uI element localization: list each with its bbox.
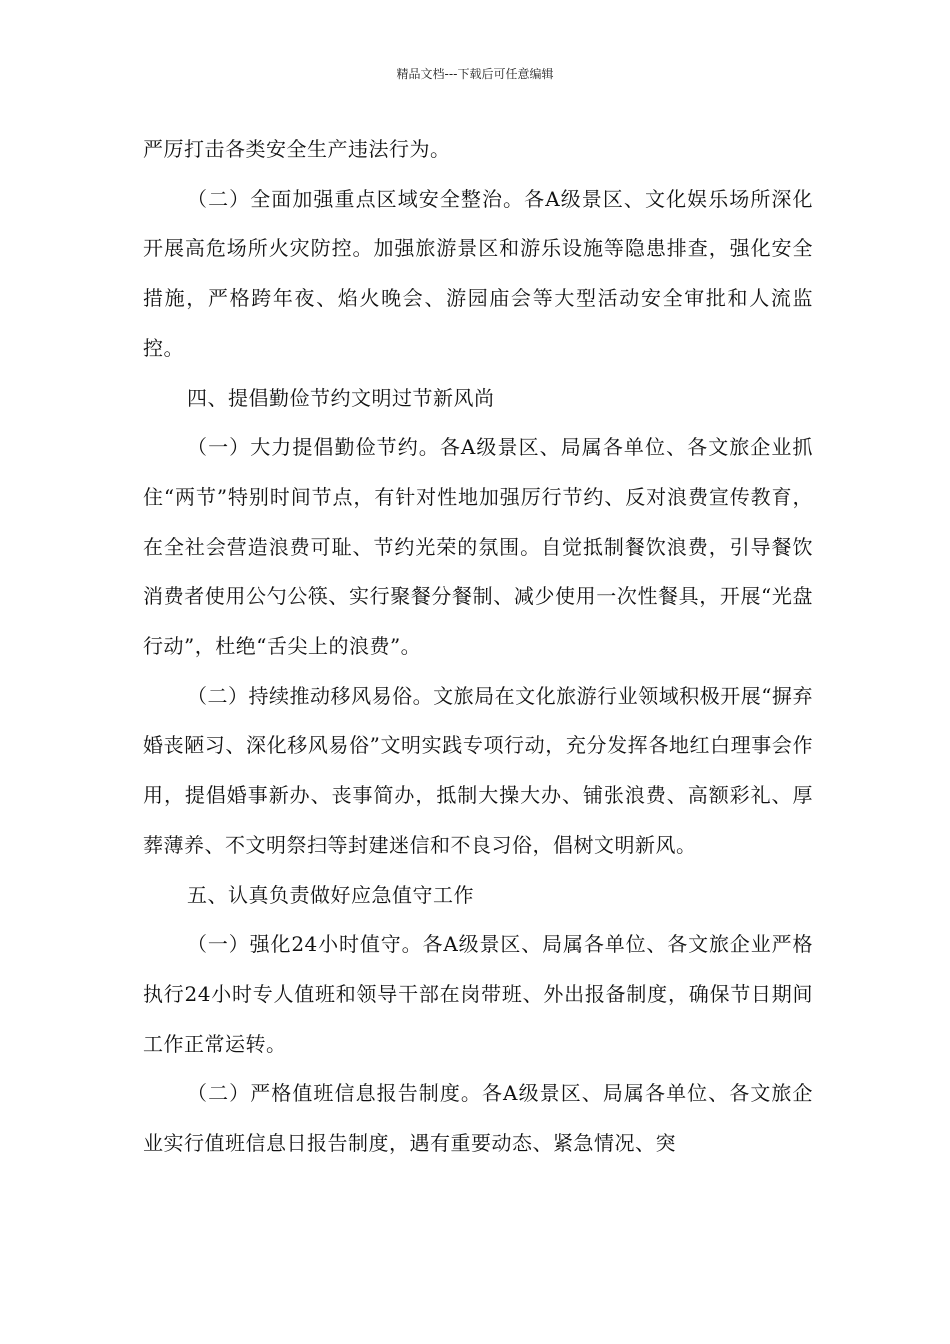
paragraph-duty-reporting: （二）严格值班信息报告制度。各A级景区、局属各单位、各文旅企业实行值班信息日报告制度，遇有重要动态、紧急情况、突 — [143, 1081, 813, 1156]
section-heading-5: 五、认真负责做好应急值守工作 — [187, 882, 474, 907]
paragraph-thrift: （一）大力提倡勤俭节约。各A级景区、局属各单位、各文旅企业抓住“两节”特别时间节点，有针对性地加强厉行节约、反对浪费宣传教育，在全社会营造浪费可耻、节约光荣的氛围。自觉抵制餐饮浪费，引导餐饮消费者使用公勺公筷、实行聚餐分餐制、减少使用一次性餐具，开展“光盘行动”，杜绝“舌尖上的浪费”。 — [143, 435, 813, 659]
page-header: 精品文档---下载后可任意编辑 — [396, 67, 554, 81]
paragraph-continuation: 严厉打击各类安全生产违法行为。 — [143, 137, 451, 161]
paragraph-key-area-safety: （二）全面加强重点区域安全整治。各A级景区、文化娱乐场所深化开展高危场所火灾防控。加强旅游景区和游乐设施等隐患排查，强化安全措施，严格跨年夜、焰火晚会、游园庙会等大型活动安全审批和人流监控。 — [143, 186, 813, 360]
document-body — [143, 125, 813, 1169]
paragraph-customs-reform: （二）持续推动移风易俗。文旅局在文化旅游行业领域积极开展“摒弃婚丧陋习、深化移风易俗”文明实践专项行动，充分发挥各地红白理事会作用，提倡婚事新办、丧事简办，抵制大操大办、铺张浪费、高额彩礼、厚葬薄养、不文明祭扫等封建迷信和不良习俗，倡树文明新风。 — [143, 683, 813, 857]
paragraph-24h-duty: （一）强化24小时值守。各A级景区、局属各单位、各文旅企业严格执行24小时专人值班和领导干部在岗带班、外出报备制度，确保节日期间工作正常运转。 — [143, 932, 813, 1056]
section-heading-4: 四、提倡勤俭节约文明过节新风尚 — [187, 385, 495, 410]
